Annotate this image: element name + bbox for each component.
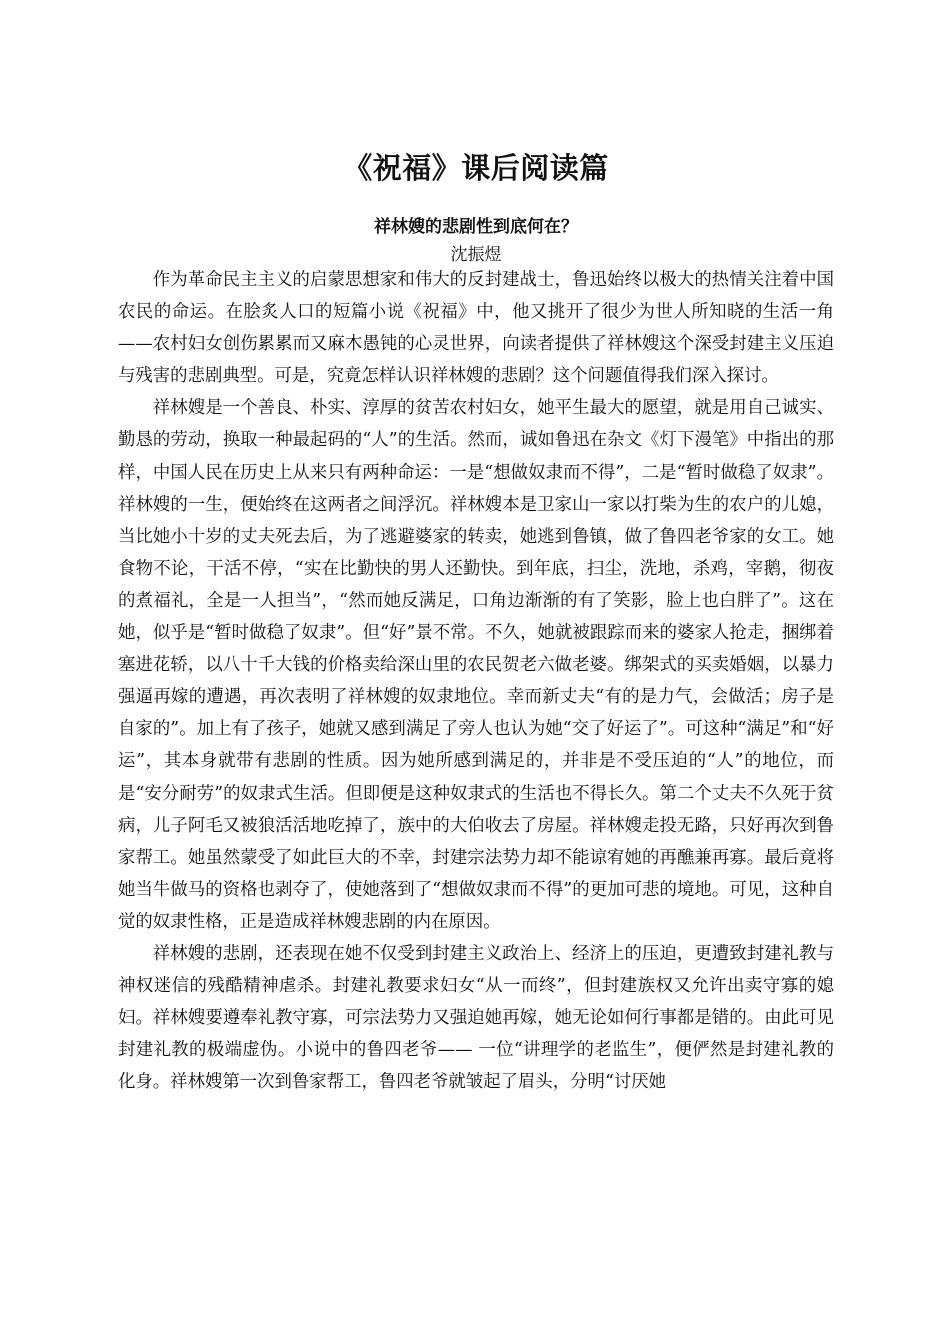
document-title: 《祝福》课后阅读篇 (343, 151, 609, 185)
paragraph-2: 祥林嫂是一个善良、朴实、淳厚的贫苦农村妇女，她平生最大的愿望，就是用自己诚实、勤恳的劳动，换取一种最起码的“人”的生活。然而，诚如鲁迅在杂文《灯下漫笔》中指出的那样，中国人民在历史上从来只有两种命运：一是“想做奴隶而不得”，二是“暂时做稳了奴隶”。祥林嫂的一生，便始终在这两者之间浮沉。祥林嫂本是卫家山一家以打柴为生的农户的儿媳，当比她小十岁的丈夫死去后，为了逃避婆家的转卖，她逃到鲁镇，做了鲁四老爷家的女工。她食物不论，干活不停，“实在比勤快的男人还勤快。到年底，扫尘，洗地，杀鸡，宰鹅，彻夜的煮福礼，全是一人担当”，“然而她反满足，口角边渐渐的有了笑影，脸上也白胖了”。这在她，似乎是“暂时做稳了奴隶”。但“好”景不常。不久，她就被跟踪而来的婆家人抢走，捆绑着塞进花轿，以八十千大钱的价格卖给深山里的农民贺老六做老婆。绑架式的买卖婚姻，以暴力强逼再嫁的遭遇，再次表明了祥林嫂的奴隶地位。幸而新丈夫“有的是力气，会做活；房子是自家的”。加上有了孩子，她就又感到满足了旁人也认为她“交了好运了”。可这种“满足”和“好运”，其本身就带有悲剧的性质。因为她所感到满足的，并非是不受压迫的“人”的地位，而是“安分耐劳”的奴隶式生活。但即便是这种奴隶式的生活也不得长久。第二个丈夫不久死于贫病，儿子阿毛又被狼活活地吃掉了，族中的大伯收去了房屋。祥林嫂走投无路，只好再次到鲁家帮工。她虽然蒙受了如此巨大的不幸，封建宗法势力却不能谅宥她的再醮兼再寡。最后竟将她当牛做马的资格也剥夺了，使她落到了“想做奴隶而不得”的更加可悲的境地。可见，这种自觉的奴隶性格，正是造成祥林嫂悲剧的内在原因。 (118, 398, 834, 932)
article-body (118, 264, 834, 1098)
article-title: 祥林嫂的悲剧性到底何在？ (374, 217, 578, 237)
paragraph-3: 祥林嫂的悲剧，还表现在她不仅受到封建主义政治上、经济上的压迫，更遭致封建礼教与神权迷信的残酷精神虐杀。封建礼教要求妇女“从一而终”，但封建族权又允许出卖守寡的媳妇。祥林嫂要遵奉礼教守寡，可宗法势力又强迫她再嫁，她无论如何行事都是错的。由此可见封建礼教的极端虚伪。小说中的鲁四老爷—— 一位“讲理学的老监生”，便俨然是封建礼教的化身。祥林嫂第一次到鲁家帮工，鲁四老爷就皱起了眉头，分明“讨厌她 (118, 943, 834, 1093)
document-page (118, 0, 834, 1342)
author-name: 沈振煜 (450, 245, 502, 265)
paragraph-1: 作为革命民主主义的启蒙思想家和伟大的反封建战士，鲁迅始终以极大的热情关注着中国农民的命运。在脍炙人口的短篇小说《祝福》中，他又挑开了很少为世人所知晓的生活一角——农村妇女创伤累累而又麻木愚钝的心灵世界，向读者提供了祥林嫂这个深受封建主义压迫与残害的悲剧典型。可是，究竟怎样认识祥林嫂的悲剧？这个问题值得我们深入探讨。 (118, 270, 834, 387)
